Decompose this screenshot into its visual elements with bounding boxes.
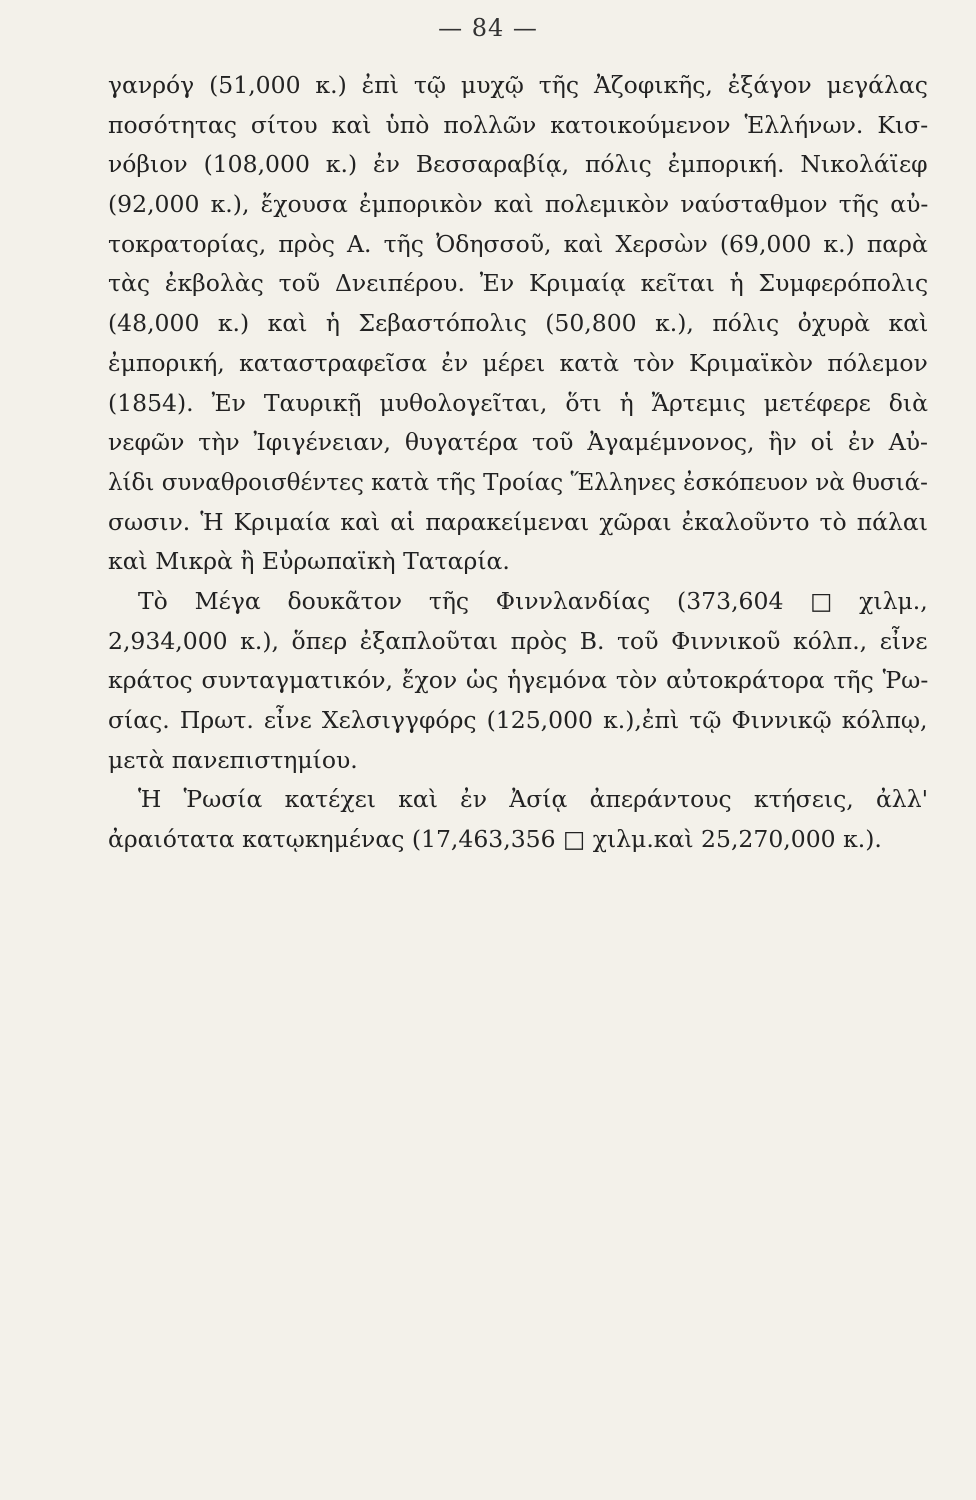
body-text xyxy=(108,66,928,860)
text-line: λίδι συναθροισθέντες κατὰ τῆς Τροίας Ἕλληνες ἐσκόπευον νὰ θυσιά- xyxy=(108,467,928,496)
text-line: νόβιον (108,000 κ.) ἐν Βεσσαραβίᾳ, πόλις ἐμπορική. Νικολάϊεφ xyxy=(108,150,928,179)
text-line: σωσιν. Ἡ Κριμαία καὶ αἱ παρακείμεναι χῶραι ἐκαλοῦντο τὸ πάλαι xyxy=(108,507,928,536)
text-line: 2,934,000 κ.), ὅπερ ἐξαπλοῦται πρὸς Β. τοῦ Φιννικοῦ κόλπ., εἶνε xyxy=(108,626,928,655)
text-line: ἀραιότατα κατῳκημένας (17,463,356 □ χιλμ.καὶ 25,270,000 κ.). xyxy=(108,825,882,854)
paragraph-first-line: Τὸ Μέγα δουκᾶτον τῆς Φιννλανδίας (373,604 □ χιλμ., xyxy=(138,586,928,615)
text-line: ἐμπορική, καταστραφεῖσα ἐν μέρει κατὰ τὸν Κριμαϊκὸν πόλεμον xyxy=(108,348,928,377)
text-line: νεφῶν τὴν Ἰφιγένειαν, θυγατέρα τοῦ Ἀγαμέμνονος, ἣν οἱ ἐν Αὐ- xyxy=(108,428,928,457)
text-line: σίας. Πρωτ. εἶνε Χελσιγγφόρς (125,000 κ.),ἐπὶ τῷ Φιννικῷ κόλπῳ, xyxy=(108,706,928,734)
text-line: ποσότητας σίτου καὶ ὑπὸ πολλῶν κατοικούμενον Ἑλλήνων. Κισ- xyxy=(108,110,928,139)
text-line: γανρόγ (51,000 κ.) ἐπὶ τῷ μυχῷ τῆς Ἀζοφικῆς, ἐξάγον μεγάλας xyxy=(108,71,928,99)
text-line: τὰς ἐκβολὰς τοῦ Δνειπέρου. Ἐν Κριμαίᾳ κεῖται ἡ Συμφερόπολις xyxy=(108,269,928,298)
text-line: μετὰ πανεπιστημίου. xyxy=(108,745,358,774)
text-line: κράτος συνταγματικόν, ἔχον ὡς ἡγεμόνα τὸν αὐτοκράτορα τῆς Ῥω- xyxy=(108,666,928,695)
page-number: — 84 — xyxy=(438,14,538,42)
text-line: καὶ Μικρὰ ἢ Εὐρωπαϊκὴ Ταταρία. xyxy=(108,547,510,576)
text-line: (92,000 κ.), ἔχουσα ἐμπορικὸν καὶ πολεμικὸν ναύσταθμον τῆς αὐ- xyxy=(108,190,928,219)
text-line: τοκρατορίας, πρὸς Α. τῆς Ὀδησσοῦ, καὶ Χερσὼν (69,000 κ.) παρὰ xyxy=(108,229,928,258)
text-line: (48,000 κ.) καὶ ἡ Σεβαστόπολις (50,800 κ.), πόλις ὀχυρὰ καὶ xyxy=(108,309,928,338)
paragraph-first-line: Ἡ Ῥωσία κατέχει καὶ ἐν Ἀσίᾳ ἀπεράντους κτήσεις, ἀλλ' xyxy=(138,785,928,814)
text-line: (1854). Ἐν Ταυρικῇ μυθολογεῖται, ὅτι ἡ Ἄρτεμις μετέφερε διὰ xyxy=(108,388,928,417)
